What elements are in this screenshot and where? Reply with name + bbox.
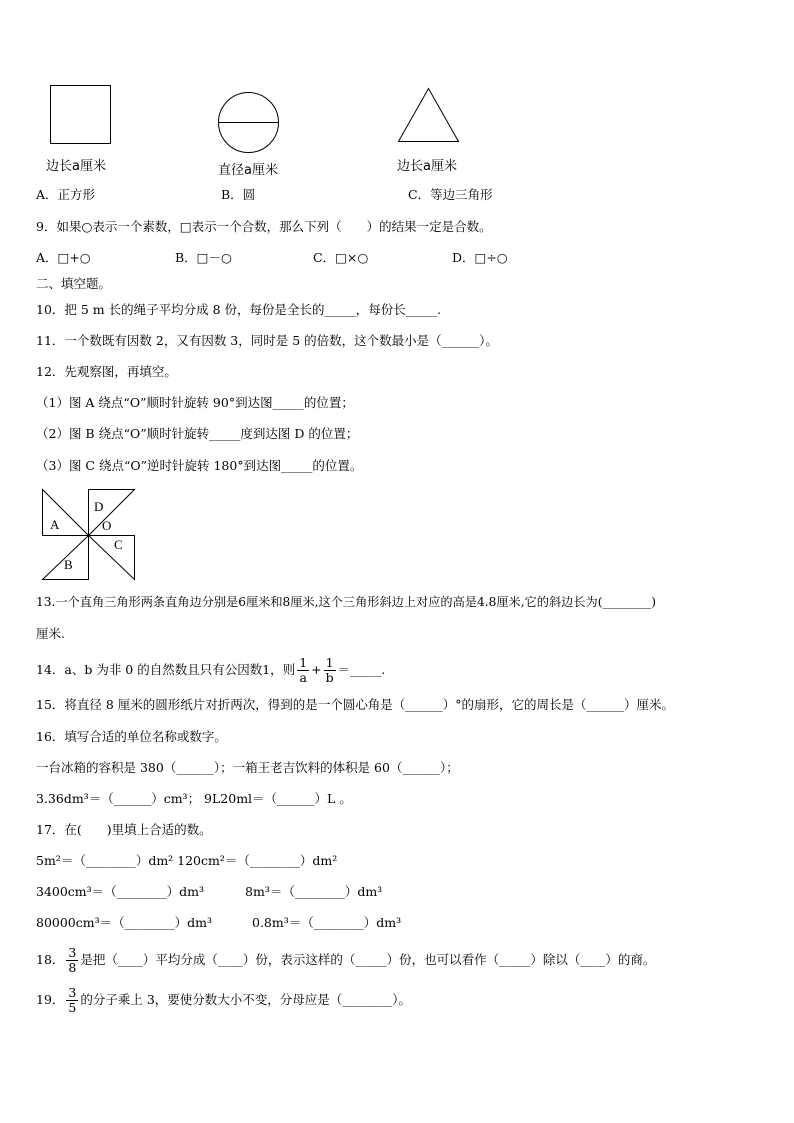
- q13-line1: 13.一个直角三角形两条直角边分别是6厘米和8厘米,这个三角形斜边上对应的高是4.8厘米,它的斜边长为(________): [36, 595, 656, 609]
- label-d: D: [94, 499, 104, 514]
- q9-stem: 9．如果○表示一个素数，□表示一个合数，那么下列（ ）的结果一定是合数。: [36, 219, 492, 234]
- square-caption: 边长a厘米: [46, 159, 106, 174]
- q9-option-b: B．□－○: [175, 250, 232, 265]
- label-a: A: [50, 517, 60, 532]
- q17-line2b: 8m³＝（________）dm³: [245, 884, 383, 899]
- triangle-figure: [398, 88, 460, 143]
- q12-sub3: （3）图 C 绕点“O”逆时针旋转 180°到达图_____的位置。: [36, 458, 363, 473]
- q15: 15．将直径 8 厘米的圆形纸片对折两次，得到的是一个圆心角是（______）°的扇形，它的周长是（______）厘米。: [36, 697, 675, 712]
- q17-line3b: 0.8m³＝（________）dm³: [252, 915, 402, 930]
- q9-option-d: D．□÷○: [452, 250, 508, 265]
- q9-option-c: C．□×○: [313, 250, 369, 265]
- q8-option-a: A．正方形: [36, 187, 96, 202]
- label-c: C: [114, 537, 123, 552]
- q11: 11．一个数既有因数 2，又有因数 3，同时是 5 的倍数，这个数最小是（______）。: [36, 333, 498, 348]
- q19-fraction: $\frac{3}{5}$: [68, 985, 77, 1015]
- q17-stem: 17．在( )里填上合适的数。: [36, 822, 212, 837]
- square-figure: [50, 85, 112, 145]
- q14: [36, 655, 385, 685]
- q16-line2: 3.36dm³＝（______）cm³； 9L20ml＝（______）L 。: [36, 791, 352, 806]
- q13-line2: 厘米.: [36, 626, 65, 641]
- rotation-figure: [42, 489, 138, 581]
- q14-frac-b: $\frac{1}{b}$: [325, 655, 334, 685]
- triangle-caption: 边长a厘米: [397, 159, 457, 174]
- label-b: B: [64, 557, 73, 572]
- q12-stem: 12．先观察图，再填空。: [36, 364, 177, 379]
- q18-fraction: $\frac{3}{8}$: [68, 945, 77, 975]
- q18: 18． $\frac{3}{8}$ 是把（____）平均分成（____）份，表示这样的（_____）份，也可以看作（_____）除以（____）的商。: [36, 945, 656, 975]
- q14-plus: +: [311, 662, 322, 677]
- q16-stem: 16．填写合适的单位名称或数字。: [36, 729, 227, 744]
- label-o: O: [102, 518, 112, 533]
- circle-caption: 直径a厘米: [218, 163, 278, 178]
- q17-line1: 5m²＝（________）dm² 120cm²＝（________）dm²: [36, 853, 338, 868]
- section-heading: 二、填空题。: [36, 276, 112, 291]
- q17-line2a: 3400cm³＝（________）dm³: [36, 884, 205, 899]
- q10: 10．把 5 m 长的绳子平均分成 8 份，每份是全长的_____，每份长_____.: [36, 302, 442, 317]
- q9-option-a: A．□+○: [36, 250, 91, 265]
- q19: 19． $\frac{3}{5}$ 的分子乘上 3，要使分数大小不变，分母应是（________）。: [36, 985, 412, 1015]
- q12-sub1: （1）图 A 绕点“O”顺时针旋转 90°到达图_____的位置；: [36, 395, 354, 410]
- q12-sub2: （2）图 B 绕点“O”顺时针旋转_____度到达图 D 的位置；: [36, 426, 359, 441]
- q8-option-b: B．圆: [221, 187, 256, 202]
- q14-suffix: ＝_____.: [337, 662, 386, 677]
- q14-prefix: 14．a、b 为非 0 的自然数且只有公因数1，则: [36, 662, 296, 677]
- q8-option-c: C．等边三角形: [408, 187, 493, 202]
- q17-line3a: 80000cm³＝（________）dm³: [36, 915, 212, 930]
- circle-figure: [218, 92, 280, 154]
- q14-frac-a: $\frac{1}{a}$: [299, 655, 308, 685]
- q16-line1: 一台冰箱的容积是 380（______）；一箱王老吉饮料的体积是 60（______）；: [36, 760, 459, 775]
